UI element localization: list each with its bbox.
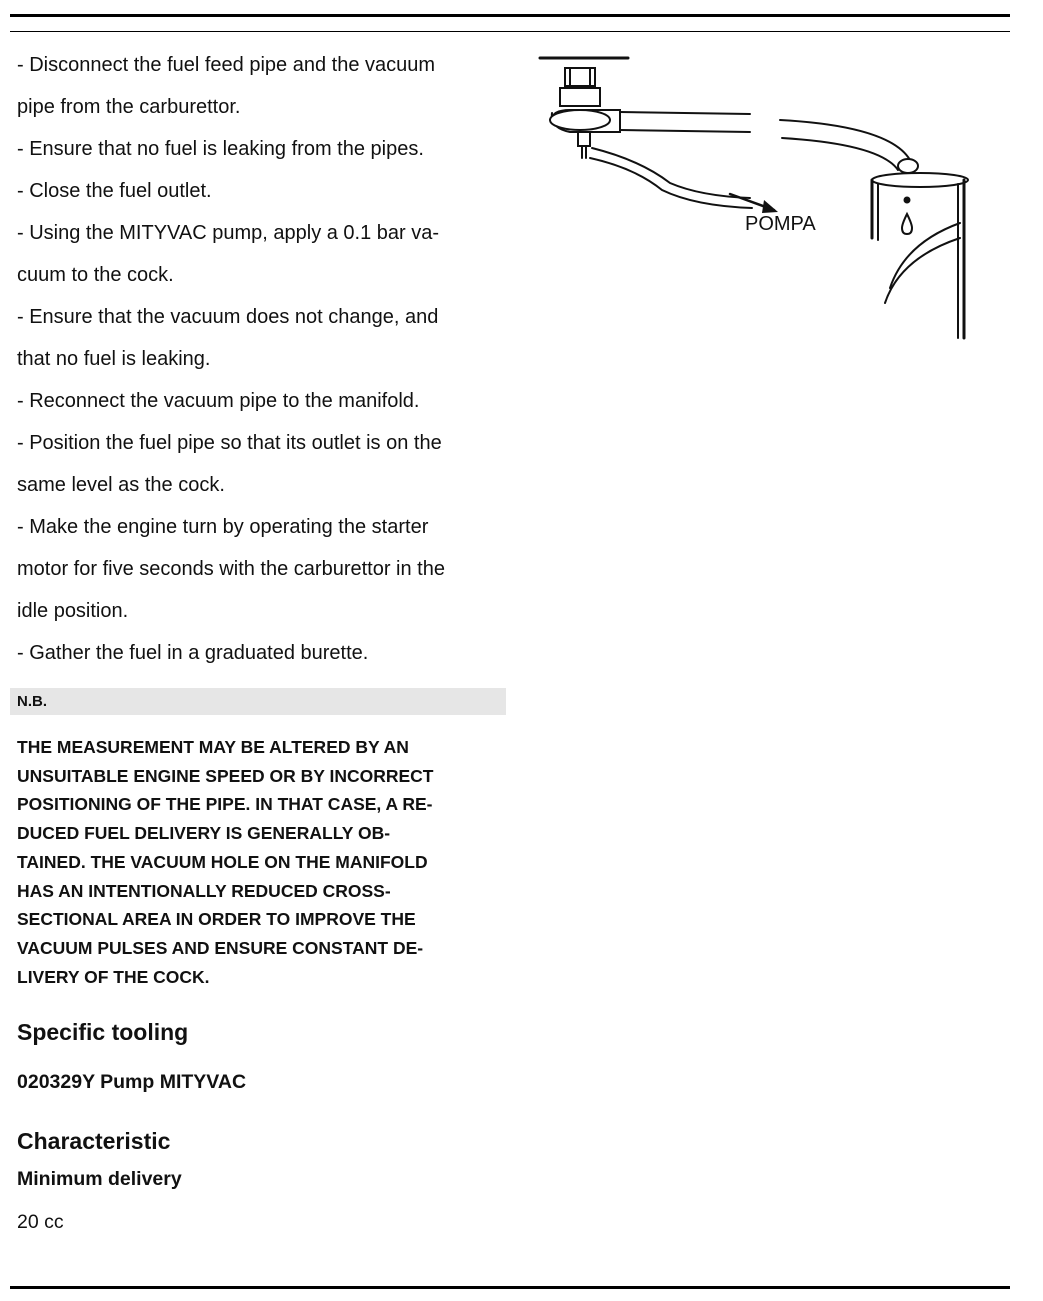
step-line: idle position. — [17, 600, 129, 622]
note-line: DUCED FUEL DELIVERY IS GENERALLY OB- — [17, 823, 391, 844]
step-line: motor for five seconds with the carburettor in the — [17, 558, 445, 580]
characteristic-heading: Characteristic — [17, 1128, 171, 1154]
step-line: cuum to the cock. — [17, 264, 174, 286]
characteristic-value: 20 cc — [17, 1211, 64, 1233]
fuel-cock-diagram — [530, 48, 980, 348]
bottom-rule — [10, 1286, 1010, 1289]
note-line: POSITIONING OF THE PIPE. IN THAT CASE, A RE- — [17, 794, 433, 815]
tooling-item: 020329Y Pump MITYVAC — [17, 1071, 247, 1093]
note-line: VACUUM PULSES AND ENSURE CONSTANT DE- — [17, 937, 424, 958]
note-line: TAINED. THE VACUUM HOLE ON THE MANIFOLD — [17, 851, 428, 872]
note-line: SECTIONAL AREA IN ORDER TO IMPROVE THE — [17, 909, 416, 930]
step-line: - Gather the fuel in a graduated burette. — [17, 642, 369, 664]
note-line: HAS AN INTENTIONALLY REDUCED CROSS- — [17, 880, 391, 901]
step-line: - Close the fuel outlet. — [17, 180, 212, 202]
tooling-heading: Specific tooling — [17, 1019, 189, 1045]
note-line: THE MEASUREMENT MAY BE ALTERED BY AN — [17, 737, 409, 757]
pompa-label: POMPA — [745, 213, 816, 235]
note-line: UNSUITABLE ENGINE SPEED OR BY INCORRECT — [17, 765, 434, 786]
step-line: - Make the engine turn by operating the starter — [17, 516, 429, 538]
step-line: - Ensure that the vacuum does not change, and — [17, 306, 439, 328]
note-text — [17, 733, 497, 991]
top-rule-thick — [10, 14, 1010, 17]
step-line: - Position the fuel pipe so that its outlet is on the — [17, 432, 442, 454]
top-rule-thin — [10, 31, 1010, 32]
characteristic-name: Minimum delivery — [17, 1168, 182, 1190]
step-line: same level as the cock. — [17, 474, 225, 496]
procedure-steps — [17, 44, 507, 674]
note-header-bar — [10, 688, 506, 715]
step-line: - Disconnect the fuel feed pipe and the vacuum — [17, 54, 436, 76]
step-line: that no fuel is leaking. — [17, 348, 211, 370]
step-line: - Reconnect the vacuum pipe to the manifold. — [17, 390, 420, 412]
note-line: LIVERY OF THE COCK. — [17, 966, 210, 987]
step-line: - Using the MITYVAC pump, apply a 0.1 bar va- — [17, 222, 440, 244]
step-line: pipe from the carburettor. — [17, 96, 241, 118]
note-label: N.B. — [17, 693, 47, 710]
step-line: - Ensure that no fuel is leaking from the pipes. — [17, 138, 424, 160]
